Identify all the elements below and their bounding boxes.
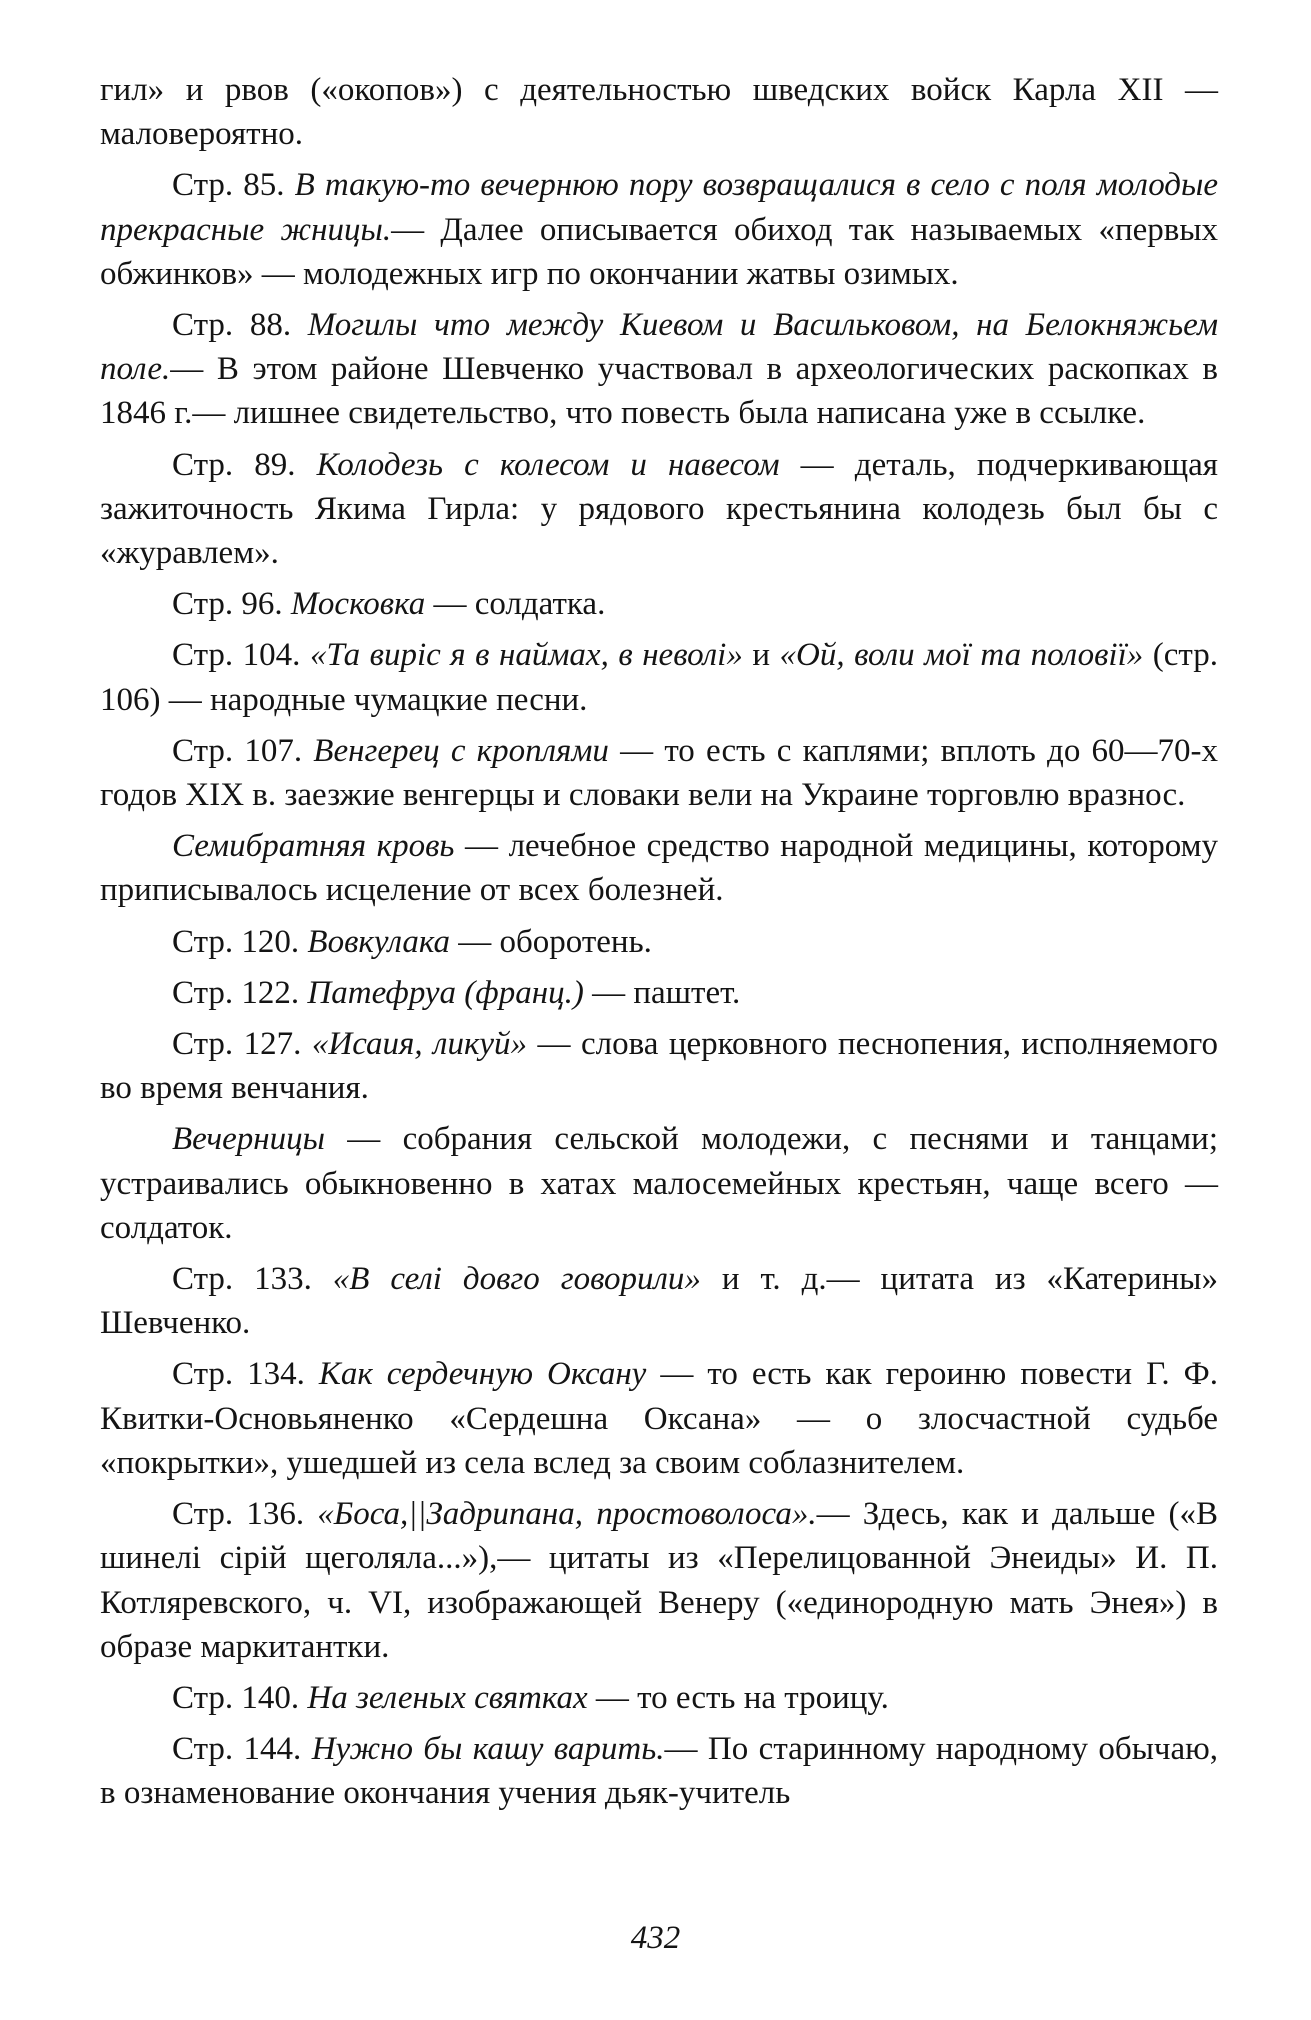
italic-text-run: Могилы что между Киевом и Васильковом, на Белокняжьем поле.: [100, 307, 1218, 388]
paragraph: [100, 1492, 1218, 1669]
paragraph: [100, 729, 1218, 817]
italic-text-run: Вечерницы: [172, 1121, 325, 1158]
paragraph: [100, 971, 1218, 1015]
text-run: Стр. 85.: [172, 167, 295, 204]
text-run: — Далее описывается обиход так называемых «первых обжинков» — молодежных игр по окончании жатвы озимых.: [100, 211, 1218, 292]
text-run: Стр. 96.: [172, 586, 291, 623]
text-run: — паштет.: [583, 974, 741, 1011]
text-run: Стр. 134.: [172, 1356, 319, 1393]
text-run: Стр. 89.: [172, 446, 317, 483]
italic-text-run: «Та виріс я в наймах, в неволі»: [309, 637, 743, 674]
paragraph: [100, 1676, 1218, 1720]
text-run: Стр. 88.: [172, 307, 308, 344]
paragraph: [100, 633, 1218, 721]
paragraph: [100, 1727, 1218, 1815]
text-run: — то есть как героиню повести Г. Ф. Квитки-Основьяненко «Сердешна Оксана» — о злосчастной судьбе «покрытки», ушедшей из села вслед за своим соблазнителем.: [100, 1356, 1219, 1481]
italic-text-run: Семибратняя кровь: [172, 828, 455, 865]
text-run: — слова церковного песнопения, исполняемого во время венчания.: [100, 1026, 1219, 1107]
paragraph: [100, 1022, 1218, 1110]
text-run: Стр. 104.: [172, 637, 310, 674]
text-run: — собрания сельской молодежи, с песнями и танцами; устраивались обыкновенно в хатах малосемейных крестьян, чаще всего — солдаток.: [100, 1121, 1218, 1246]
text-run: Стр. 122.: [172, 974, 308, 1011]
text-run: Стр. 136.: [172, 1496, 318, 1533]
text-run: — то есть с каплями; вплоть до 60—70-х годов XIX в. заезжие венгерцы и словаки вели на Украине торговлю вразнос.: [100, 732, 1219, 814]
text-run: — деталь, подчеркивающая зажиточность Якима Гирла: у рядового крестьянина колодезь был бы с «журавлем».: [100, 446, 1218, 572]
text-run: Стр. 120.: [172, 923, 308, 960]
italic-text-run: «В селі довго говорили»: [332, 1261, 701, 1298]
paragraph: [100, 1257, 1218, 1345]
paragraph: [100, 920, 1218, 964]
italic-text-run: Как сердечную Оксану: [318, 1356, 647, 1393]
paragraph: [100, 443, 1218, 576]
italic-text-run: «Исаия, ликуй»: [311, 1026, 528, 1063]
italic-text-run: «Боса,||Задрипана, простоволоса».: [317, 1496, 817, 1533]
text-run: — Здесь, как и дальше («В шинелі сірій щеголяла...»),— цитаты из «Перелицованной Энеиды» И. П. Котляревского, ч. VI, изображающей Венеру («единородную мать Энея») в образе маркитантки.: [100, 1496, 1219, 1665]
page-number: 432: [630, 1920, 681, 1956]
text-run: (стр. 106) — народные чумацкие песни.: [100, 637, 1218, 718]
paragraph: [100, 582, 1218, 626]
italic-text-run: На зеленых святках: [307, 1679, 588, 1716]
text-run: — солдатка.: [425, 586, 606, 623]
italic-text-run: Патефруа (франц.): [307, 974, 584, 1011]
italic-text-run: Московка: [290, 586, 426, 623]
text-run: и т. д.— цитата из «Катерины» Шевченко.: [100, 1261, 1218, 1342]
italic-text-run: Вовкулака: [307, 923, 450, 960]
paragraph: [100, 1352, 1218, 1485]
text-run: Стр. 107.: [172, 732, 314, 769]
paragraph: [100, 68, 1218, 156]
paragraph: [100, 303, 1218, 436]
italic-text-run: В такую-то вечернюю пору возвращалися в село с поля молодые прекрасные жницы.: [100, 167, 1218, 248]
text-run: — В этом районе Шевченко участвовал в археологических раскопках в 1846 г.— лишнее свидетельство, что повесть была написана уже в ссылке.: [100, 351, 1218, 432]
italic-text-run: Колодезь с колесом и навесом: [316, 446, 780, 483]
text-run: — лечебное средство народной медицины, которому приписывалось исцеление от всех болезней.: [100, 828, 1219, 909]
text-run: — оборотень.: [450, 923, 652, 960]
text-run: Стр. 144.: [172, 1731, 312, 1768]
paragraph: [100, 1117, 1218, 1250]
text-run: Стр. 140.: [172, 1679, 308, 1716]
text-run: — По старинному народному обычаю, в ознаменование окончания учения дьяк-учитель: [100, 1731, 1219, 1812]
text-run: и: [742, 637, 780, 674]
page-body: [100, 68, 1218, 1823]
italic-text-run: Нужно бы кашу варить.: [311, 1731, 665, 1768]
text-run: Стр. 127.: [172, 1026, 312, 1063]
text-run: — то есть на троицу.: [587, 1679, 889, 1716]
italic-text-run: Венгерец с кроплями: [313, 732, 609, 769]
paragraph: [100, 163, 1218, 296]
italic-text-run: «Ой, воли мої та половії»: [779, 637, 1144, 674]
paragraph: [100, 824, 1218, 912]
text-run: гил» и рвов («окопов») с деятельностью шведских войск Карла XII — маловероятно.: [100, 72, 1218, 153]
text-run: Стр. 133.: [172, 1261, 333, 1298]
